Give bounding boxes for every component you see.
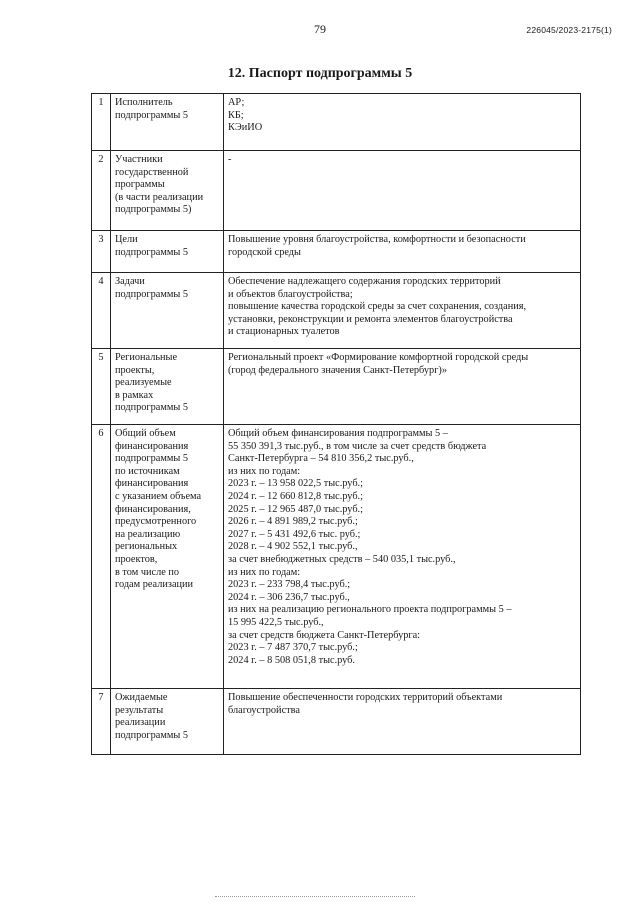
row-label	[111, 151, 224, 231]
section-title: 12. Паспорт подпрограммы 5	[227, 66, 413, 81]
label-line: подпрограммы 5	[115, 288, 189, 300]
value-line: 2023 г. – 13 958 022,5 тыс.руб.;	[228, 478, 363, 490]
value-line: Общий объем финансирования подпрограммы 5 –	[228, 428, 448, 439]
value-line: -	[228, 154, 232, 165]
value-line: 2027 г. – 5 431 492,6 тыс. руб.;	[228, 528, 361, 540]
label-line: Участники	[115, 154, 163, 165]
value-line: Санкт-Петербурга – 54 810 356,2 тыс.руб.,	[228, 453, 414, 465]
value-line: благоустройства	[228, 704, 300, 716]
value-line: и объектов благоустройства;	[228, 288, 353, 300]
table-row	[92, 349, 581, 425]
label-line: Задачи	[115, 276, 145, 287]
row-label	[111, 94, 224, 151]
label-line: подпрограммы 5	[115, 729, 189, 741]
value-line: 2024 г. – 8 508 051,8 тыс.руб.	[228, 654, 355, 666]
row-label	[111, 689, 224, 755]
value-line: за счет средств бюджета Санкт-Петербурга:	[228, 629, 421, 641]
label-line: реализуемые	[115, 377, 172, 389]
value-line: 2028 г. – 4 902 552,1 тыс.руб.,	[228, 541, 358, 553]
value-line: Региональный проект «Формирование комфортной городской среды	[228, 352, 529, 363]
label-line: Исполнитель	[115, 97, 173, 108]
label-line: региональных	[115, 541, 178, 553]
value-line: городской среды	[228, 246, 301, 258]
label-line: реализации	[115, 717, 166, 729]
row-number: 2	[92, 151, 111, 231]
value-line: из них по годам:	[228, 566, 301, 578]
label-line: подпрограммы 5	[115, 453, 189, 465]
page-number: 79	[314, 22, 326, 36]
label-line: финансирования	[115, 478, 189, 490]
label-line: Цели	[115, 234, 138, 245]
value-line: Повышение обеспеченности городских территорий объектами	[228, 692, 503, 703]
label-line: подпрограммы 5	[115, 246, 189, 258]
value-line: Повышение уровня благоустройства, комфортности и безопасности	[228, 234, 526, 245]
value-line: и стационарных туалетов	[228, 326, 340, 338]
label-line: проектов,	[115, 553, 158, 565]
table-row	[92, 273, 581, 349]
value-line: КБ;	[228, 109, 244, 121]
label-line: финансирования,	[115, 503, 191, 515]
label-line: в рамках	[115, 389, 154, 401]
value-line: АР;	[228, 97, 245, 108]
label-line: предусмотренного	[115, 516, 197, 528]
label-line: программы	[115, 179, 165, 191]
row-number: 6	[92, 425, 111, 689]
row-label	[111, 425, 224, 689]
label-line: подпрограммы 5	[115, 402, 189, 414]
value-line: 2024 г. – 12 660 812,8 тыс.руб.;	[228, 490, 363, 502]
value-line: (город федерального значения Санкт-Петербург)»	[228, 364, 447, 376]
label-line: государственной	[115, 166, 189, 178]
value-line: 2023 г. – 233 798,4 тыс.руб.;	[228, 579, 351, 591]
row-value	[224, 94, 581, 151]
footer-mark	[215, 896, 415, 900]
row-number: 7	[92, 689, 111, 755]
row-value	[224, 151, 581, 231]
table-row	[92, 425, 581, 689]
row-number: 4	[92, 273, 111, 349]
table-row	[92, 94, 581, 151]
value-line: за счет внебюджетных средств – 540 035,1 тыс.руб.,	[228, 553, 456, 565]
row-value	[224, 349, 581, 425]
label-line: результаты	[115, 704, 164, 716]
value-line: 2025 г. – 12 965 487,0 тыс.руб.;	[228, 503, 363, 515]
passport-table	[91, 93, 581, 755]
table-row	[92, 689, 581, 755]
row-label	[111, 231, 224, 273]
table-row	[92, 231, 581, 273]
value-line: КЭиИО	[228, 122, 263, 134]
label-line: (в части реализации	[115, 191, 204, 203]
value-line: 55 350 391,3 тыс.руб., в том числе за счет средств бюджета	[228, 440, 487, 452]
label-line: на реализацию	[115, 528, 181, 540]
label-line: по источникам	[115, 465, 180, 477]
row-number: 5	[92, 349, 111, 425]
value-line: повышение качества городской среды за счет сохранения, создания,	[228, 301, 527, 313]
table-row	[92, 151, 581, 231]
value-line: из них на реализацию регионального проекта подпрограммы 5 –	[228, 604, 512, 616]
row-value	[224, 231, 581, 273]
row-label	[111, 349, 224, 425]
label-line: годам реализации	[115, 579, 194, 591]
label-line: подпрограммы 5	[115, 109, 189, 121]
value-line: Обеспечение надлежащего содержания городских территорий	[228, 276, 501, 287]
label-line: Ожидаемые	[115, 692, 168, 703]
label-line: Общий объем	[115, 428, 176, 439]
label-line: в том числе по	[115, 566, 180, 578]
label-line: проекты,	[115, 364, 155, 376]
row-value	[224, 689, 581, 755]
value-line: установки, реконструкции и ремонта элементов благоустройства	[228, 313, 513, 325]
label-line: подпрограммы 5)	[115, 204, 192, 216]
row-label	[111, 273, 224, 349]
value-line: из них по годам:	[228, 465, 301, 477]
label-line: с указанием объема	[115, 490, 202, 502]
row-value	[224, 425, 581, 689]
value-line: 15 995 422,5 тыс.руб.,	[228, 616, 324, 628]
label-line: Региональные	[115, 352, 178, 363]
value-line: 2026 г. – 4 891 989,2 тыс.руб.;	[228, 516, 358, 528]
row-number: 1	[92, 94, 111, 151]
label-line: финансирования	[115, 440, 189, 452]
passport-table-body	[92, 94, 581, 755]
value-line: 2024 г. – 306 236,7 тыс.руб.,	[228, 591, 350, 603]
document-code: 226045/2023-2175(1)	[526, 25, 612, 35]
row-value	[224, 273, 581, 349]
value-line: 2023 г. – 7 487 370,7 тыс.руб.;	[228, 642, 358, 654]
row-number: 3	[92, 231, 111, 273]
